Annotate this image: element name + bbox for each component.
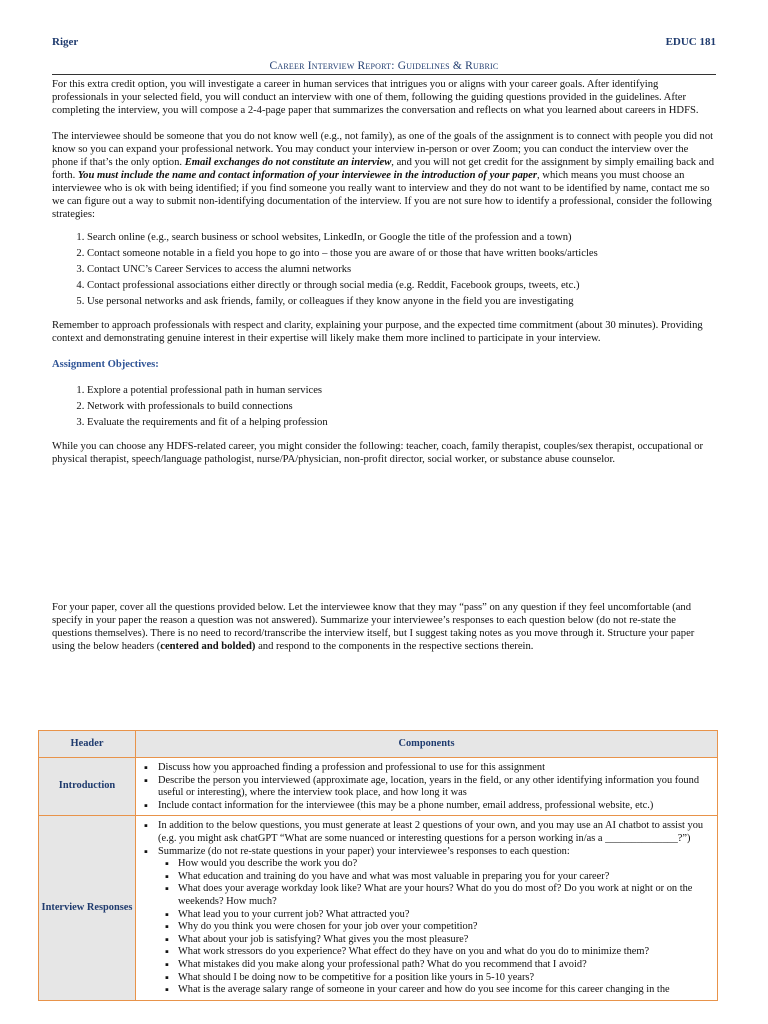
intro-paragraph: For this extra credit option, you will investigate a career in human services that intrigues you or aligns with your career goals. After identifying professionals in your selected field, you will conduct an interview with one of them, following the guiding questions provided in the guidelines. After completing the interview, you will compose a 2-4-page paper that summarizes the conversation and reflects on what you learned about careers in HDFS. <box>52 79 699 116</box>
list-item: 1. Search online (e.g., search business or school websites, LinkedIn, or Google the title of the profession and a town) <box>87 231 716 244</box>
table-row <box>39 816 718 1000</box>
remember-paragraph: Remember to approach professionals with respect and clarity, explaining your purpose, and the expected time commitment (about 30 minutes). Providing context and demonstrating genuine interest in their expertise will likely make them more inclined to participate in your interview. <box>52 320 703 344</box>
question-item: ▪ What does your average workday look like? What are your hours? What do you do most of? Do you work at night or on the weekends? How much? <box>178 883 711 908</box>
email-note: Email exchanges do not constitute an interview <box>184 157 392 168</box>
interviewee-paragraph: The interviewee should be someone that you do not know well (e.g., not family), as one of the goals of the assignment is to connect with people you did not know so you can expand your professional network. You may conduct your interview in-person or over Zoom; you can conduct the interview over the phone if that’s the only option. Email exchanges do not constitute an interview, and you will not get credit for the assignment by simply emailing back and forth. You must include the name and contact information of your interviewee in the introduction of your paper, which means you must choose an interviewee who is ok with being identified; if you find someone you really want to interview and they do not want to be identified by name, contact me so we can figure out a way to submit non-identifying documentation of the interview. If you are not sure how to identify a professional, consider the following strategies: <box>52 131 715 220</box>
question-item: ▪ What should I be doing now to be competitive for a position like yours in 5-10 years? <box>178 972 711 985</box>
list-item: ▪ In addition to the below questions, you must generate at least 2 questions of your own, and you may use an AI chatbot to assist you (e.g. you might ask chatGPT “What are some nuanced or interesting questions for a person working in/as a ______________?”) <box>158 820 711 845</box>
column-header-header: Header <box>39 731 136 758</box>
list-item: 2. Contact someone notable in a field you hope to go into – those you are aware of or those that have written books/articles <box>87 247 716 260</box>
list-item: 4. Contact professional associations either directly or through social media (e.g. Reddit, Facebook groups, tweets, etc.) <box>87 279 716 292</box>
list-item: ▪ Discuss how you approached finding a profession and professional to use for this assignment <box>158 762 711 775</box>
introduction-components <box>136 758 718 816</box>
list-item: 2. Network with professionals to build connections <box>87 400 716 413</box>
objectives-list <box>52 384 716 429</box>
interview-responses-components <box>136 816 718 1000</box>
list-item: 3. Evaluate the requirements and fit of a helping profession <box>87 416 716 429</box>
question-item: ▪ What work stressors do you experience? What effect do they have on you and what do you do to minimize them? <box>178 946 711 959</box>
question-item: ▪ How would you describe the work you do? <box>178 858 711 871</box>
question-item: ▪ What lead you to your current job? What attracted you? <box>178 909 711 922</box>
careers-paragraph: While you can choose any HDFS-related career, you might consider the following: teacher, coach, family therapist, couples/sex therapist, occupational or physical therapist, speech/language pathologist, nurse/PA/physician, non-profit director, social worker, or substance abuse counselor. <box>52 441 704 465</box>
table-row <box>39 758 718 816</box>
list-item: ▪ Describe the person you interviewed (approximate age, location, years in the field, or any other identifying information you found useful or interesting), where the interview took place, and how long it was <box>158 775 711 800</box>
course-code: EDUC 181 <box>665 36 716 48</box>
header-format-note: centered and bolded) <box>160 641 256 652</box>
list-item: 3. Contact UNC’s Career Services to access the alumni networks <box>87 263 716 276</box>
list-item: 5. Use personal networks and ask friends, family, or colleagues if they know anyone in the field you are investigating <box>87 295 716 308</box>
row-label-introduction: Introduction <box>39 758 136 816</box>
blank-space <box>52 479 716 601</box>
objectives-heading: Assignment Objectives: <box>52 359 159 370</box>
question-item: ▪ What education and training do you have and what was most valuable in preparing you for your career? <box>178 871 711 884</box>
paper-paragraph: For your paper, cover all the questions provided below. Let the interviewee know that they may “pass” on any question if they feel uncomfortable (and specify in your paper the reason a question was not answered). Summarize your interviewee’s responses to each question below (do not re-state the questions themselves). There is no need to record/transcribe the interview itself, but I suggest taking notes as you move through it. Structure your paper using the below headers (centered and bolded) and respond to the components in the respective sections therein. <box>52 602 695 652</box>
question-item: ▪ Why do you think you were chosen for your job over your competition? <box>178 921 711 934</box>
author-name: Riger <box>52 36 79 48</box>
question-item: ▪ What about your job is satisfying? What gives you the most pleasure? <box>178 934 711 947</box>
row-label-interview-responses: Interview Responses <box>39 816 136 1000</box>
rubric-table <box>38 730 718 1001</box>
document-body <box>52 78 716 666</box>
contact-requirement: You must include the name and contact information of your interviewee in the introduction of your paper <box>77 170 537 181</box>
table-header-row <box>39 731 718 758</box>
question-item: ▪ What is the average salary range of someone in your career and how do you see income for this career changing in the <box>178 984 711 997</box>
list-item: ▪ Include contact information for the interviewee (this may be a phone number, email address, professional website, etc.) <box>158 800 711 813</box>
column-header-components: Components <box>136 731 718 758</box>
document-title: Career Interview Report: Guidelines & Rubric <box>52 60 716 75</box>
question-item: ▪ What mistakes did you make along your professional path? What do you recommend that I avoid? <box>178 959 711 972</box>
strategies-list <box>52 231 716 308</box>
list-item: 1. Explore a potential professional path in human services <box>87 384 716 397</box>
list-item: ▪ Summarize (do not re-state questions in your paper) your interviewee’s responses to each question: ▪ How would you describe the work you do? ▪ What education and training do you have and what was most valuable in preparing you for your career? ▪ What does your average workday look like? What are your hours? What do you do most of? Do you work at night or on the weekends? How much? ▪ What lead you to your current job? What attracted you? ▪ Why do you think you were chosen for your job over your competition? ▪ What about your job is satisfying? What gives you the most pleasure? ▪ What work stressors do you experience? What effect do they have on you and what do you do to minimize them? ▪ What mistakes did you make along your professional path? What do you recommend that I avoid? ▪ What should I be doing now to be competitive for a position like yours in 5-10 years? ▪ What is the average salary range of someone in your career and how do you see income for this career changing in the <box>158 846 711 997</box>
